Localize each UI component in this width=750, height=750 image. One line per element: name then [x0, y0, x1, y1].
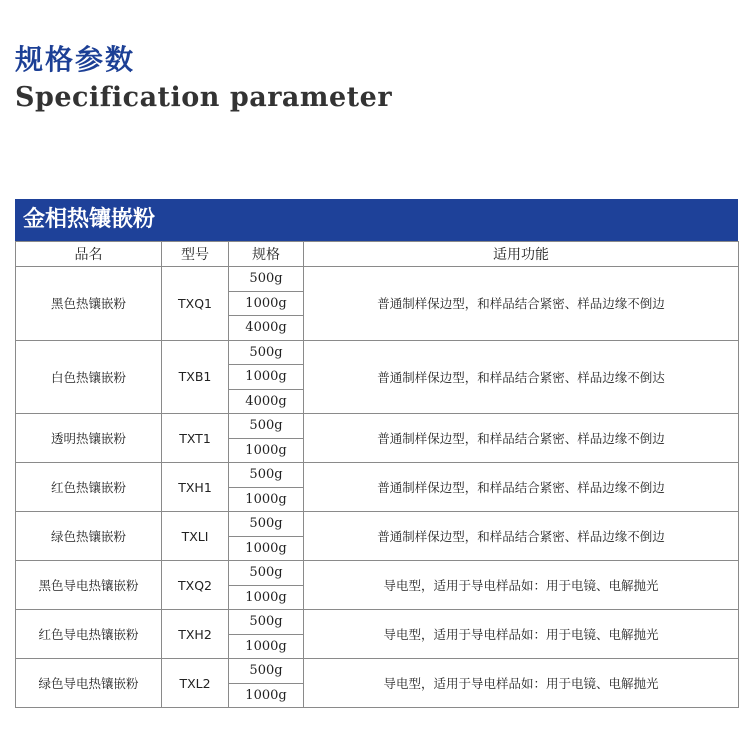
spec-cell: 1000g — [229, 438, 304, 463]
table-row — [16, 610, 739, 635]
product-name-cell: 黑色热镶嵌粉 — [16, 267, 162, 341]
model-cell: TXLI — [162, 512, 229, 561]
function-cell: 导电型，适用于导电样品如：用于电镜、电解抛光 — [304, 659, 739, 708]
function-cell: 导电型，适用于导电样品如：用于电镜、电解抛光 — [304, 561, 739, 610]
table-row — [16, 561, 739, 586]
function-cell: 普通制样保边型，和样品结合紧密、样品边缘不倒边 — [304, 512, 739, 561]
spec-cell: 500g — [229, 659, 304, 684]
table-row — [16, 463, 739, 488]
function-cell: 普通制样保边型，和样品结合紧密、样品边缘不倒边 — [304, 267, 739, 341]
table-header-row — [16, 242, 739, 267]
function-cell: 普通制样保边型，和样品结合紧密、样品边缘不倒边 — [304, 463, 739, 512]
model-cell: TXQ2 — [162, 561, 229, 610]
spec-cell: 1000g — [229, 585, 304, 610]
column-header-model: 型号 — [162, 242, 229, 267]
model-cell: TXH2 — [162, 610, 229, 659]
model-cell: TXT1 — [162, 414, 229, 463]
spec-table-section — [15, 199, 738, 708]
model-cell: TXQ1 — [162, 267, 229, 341]
product-name-cell: 透明热镶嵌粉 — [16, 414, 162, 463]
spec-cell: 500g — [229, 340, 304, 365]
product-name-cell: 黑色导电热镶嵌粉 — [16, 561, 162, 610]
spec-cell: 500g — [229, 610, 304, 635]
spec-cell: 500g — [229, 414, 304, 439]
spec-cell: 4000g — [229, 389, 304, 414]
table-row — [16, 659, 739, 684]
product-name-cell: 红色热镶嵌粉 — [16, 463, 162, 512]
table-body — [16, 267, 739, 708]
page-subtitle: Specification parameter — [15, 82, 393, 113]
model-cell: TXB1 — [162, 340, 229, 414]
page-title: 规格参数 — [15, 43, 136, 76]
table-row — [16, 512, 739, 537]
table-row — [16, 267, 739, 292]
function-cell: 普通制样保边型，和样品结合紧密、样品边缘不倒边 — [304, 414, 739, 463]
product-name-cell: 红色导电热镶嵌粉 — [16, 610, 162, 659]
product-name-cell: 绿色导电热镶嵌粉 — [16, 659, 162, 708]
spec-cell: 1000g — [229, 365, 304, 390]
column-header-spec: 规格 — [229, 242, 304, 267]
spec-cell: 1000g — [229, 487, 304, 512]
function-cell: 普通制样保边型，和样品结合紧密、样品边缘不倒达 — [304, 340, 739, 414]
column-header-name: 品名 — [16, 242, 162, 267]
table-row — [16, 340, 739, 365]
table-title: 金相热镶嵌粉 — [15, 199, 738, 241]
spec-cell: 1000g — [229, 536, 304, 561]
product-name-cell: 白色热镶嵌粉 — [16, 340, 162, 414]
spec-cell: 1000g — [229, 291, 304, 316]
function-cell: 导电型，适用于导电样品如：用于电镜、电解抛光 — [304, 610, 739, 659]
product-name-cell: 绿色热镶嵌粉 — [16, 512, 162, 561]
spec-table — [15, 241, 739, 708]
model-cell: TXL2 — [162, 659, 229, 708]
model-cell: TXH1 — [162, 463, 229, 512]
spec-cell: 1000g — [229, 683, 304, 708]
spec-cell: 4000g — [229, 316, 304, 341]
spec-cell: 500g — [229, 267, 304, 292]
spec-cell: 1000g — [229, 634, 304, 659]
spec-cell: 500g — [229, 561, 304, 586]
table-row — [16, 414, 739, 439]
spec-cell: 500g — [229, 512, 304, 537]
spec-cell: 500g — [229, 463, 304, 488]
column-header-function: 适用功能 — [304, 242, 739, 267]
